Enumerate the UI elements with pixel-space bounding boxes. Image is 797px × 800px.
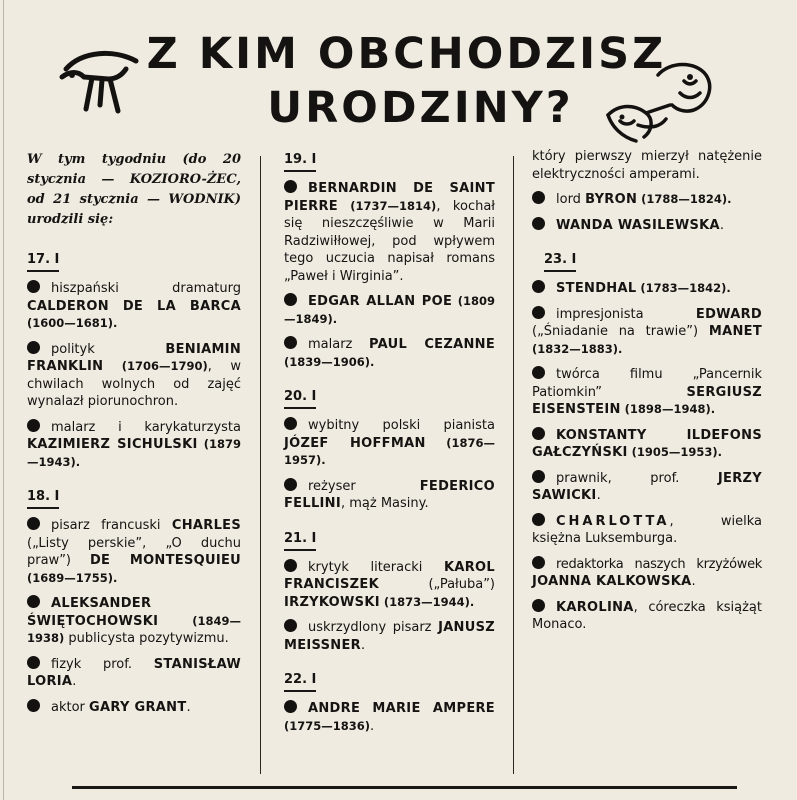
bullet-icon [284,180,297,193]
birthday-entry: krytyk literacki KAROL FRANCISZEK („Pałuba”) IRZYKOWSKI (1873—1944). [284,559,495,610]
date-heading-21: 21. I [284,531,316,551]
bullet-icon [27,517,40,530]
bullet-icon [532,191,545,204]
birthday-entry: KONSTANTY ILDEFONS GAŁCZYŃSKI (1905—1953). [532,427,762,460]
date-heading-17: 17. I [27,252,59,272]
birthday-entry: STENDHAL (1783—1842). [532,280,762,298]
column-rule-2 [513,156,514,774]
birthday-entry: polityk BENIAMIN FRANKLIN (1706—1790), w chwilach wolnych od zajęć wynalazł piorunochron. [27,341,241,409]
bullet-icon [284,417,297,430]
bullet-icon [532,427,545,440]
bullet-icon [27,341,40,354]
date-heading-22: 22. I [284,672,316,692]
bullet-icon [284,293,297,306]
birthday-entry: pisarz francuski CHARLES („Listy perskie”, „O duchu praw”) DE MONTESQUIEU (1689—1755). [27,518,241,585]
birthday-entry: uskrzydlony pisarz JANUSZ MEISSNER. [284,620,495,653]
birthday-entry: WANDA WASILEWSKA. [532,217,762,235]
bullet-icon [532,306,545,319]
birthday-entry: ALEKSANDER ŚWIĘTOCHOWSKI (1849—1938) publicysta pozytywizmu. [27,596,241,646]
birthday-entry: hiszpański dramaturg CALDERON DE LA BARCA (1600—1681). [27,281,241,330]
birthday-entry: reżyser FEDERICO FELLINI, mąż Masiny. [284,478,495,511]
intro-text: W tym tygodniu (do 20 stycznia — KOZIORO-ŻEC, od 21 stycznia — WODNIK) urodzili się: [27,152,241,227]
bullet-icon [284,336,297,349]
bullet-icon [27,419,40,432]
bullet-icon [532,280,545,293]
bullet-icon [27,280,40,293]
bullet-icon [284,559,297,572]
bullet-icon [284,478,297,491]
page-edge [3,0,4,800]
headline-line-2: URODZINY? [267,83,574,133]
birthday-entry: twórca filmu „Pancernik Patiomkin” SERGIUSZ EISENSTEIN (1898—1948). [532,367,762,417]
aquarius-face-icon [600,55,725,147]
date-heading-20: 20. I [284,389,316,409]
birthday-entry: KAROLINA, córeczka książąt Monaco. [532,599,762,632]
birthday-entry: wybitny polski pianista JÓZEF HOFFMAN (1876—1957). [284,418,495,467]
column-1 [27,148,241,724]
column-rule-1 [260,156,261,774]
bullet-icon [532,217,545,230]
bullet-icon [27,656,40,669]
birthday-entry: lord BYRON (1788—1824). [532,191,762,209]
birthday-entry: CHARLOTTA, wielka księżna Luksemburga. [532,513,762,546]
birthday-entry: EDGAR ALLAN POE (1809—1849). [284,294,495,326]
birthday-entry: malarz i karykaturzysta KAZIMIERZ SICHULSKI (1879—1943). [27,419,241,469]
birthday-entry: redaktorka naszych krzyżówek JOANNA KALKOWSKA. [532,556,762,589]
bullet-icon [532,599,545,612]
bullet-icon [532,470,545,483]
column-2 [284,148,495,743]
date-heading-19: 19. I [284,152,316,172]
entry-continuation: który pierwszy mierzył natężenie elektryczności amperami. [532,149,762,182]
bullet-icon [532,366,545,379]
bullet-icon [27,595,40,608]
column-3 [532,148,762,642]
bottom-rule [72,786,737,789]
birthday-entry: fizyk prof. STANISŁAW LORIA. [27,656,241,689]
bullet-icon [284,700,297,713]
goat-icon [52,47,140,117]
bullet-icon [532,556,545,569]
date-heading-23: 23. I [544,252,576,272]
birthday-entry: ANDRE MARIE AMPERE (1775—1836). [284,701,495,734]
bullet-icon [284,619,297,632]
birthday-entry: aktor GARY GRANT. [27,699,241,717]
bullet-icon [532,513,545,526]
bullet-icon [27,699,40,712]
birthday-entry: prawnik, prof. JERZY SAWICKI. [532,470,762,503]
birthday-entry: BERNARDIN DE SAINT PIERRE (1737—1814), kochał się nieszczęśliwie w Marii Radziwiłłowej, pod wpływem tego uczucia napisał romans „Paweł i Wirginia”. [284,181,495,284]
date-heading-18: 18. I [27,489,59,509]
birthday-entry: malarz PAUL CEZANNE (1839—1906). [284,337,495,369]
birthday-entry: impresjonista EDWARD („Śniadanie na trawie”) MANET (1832—1883). [532,306,762,356]
headline-line-1: Z KIM OBCHODZISZ [146,29,667,79]
